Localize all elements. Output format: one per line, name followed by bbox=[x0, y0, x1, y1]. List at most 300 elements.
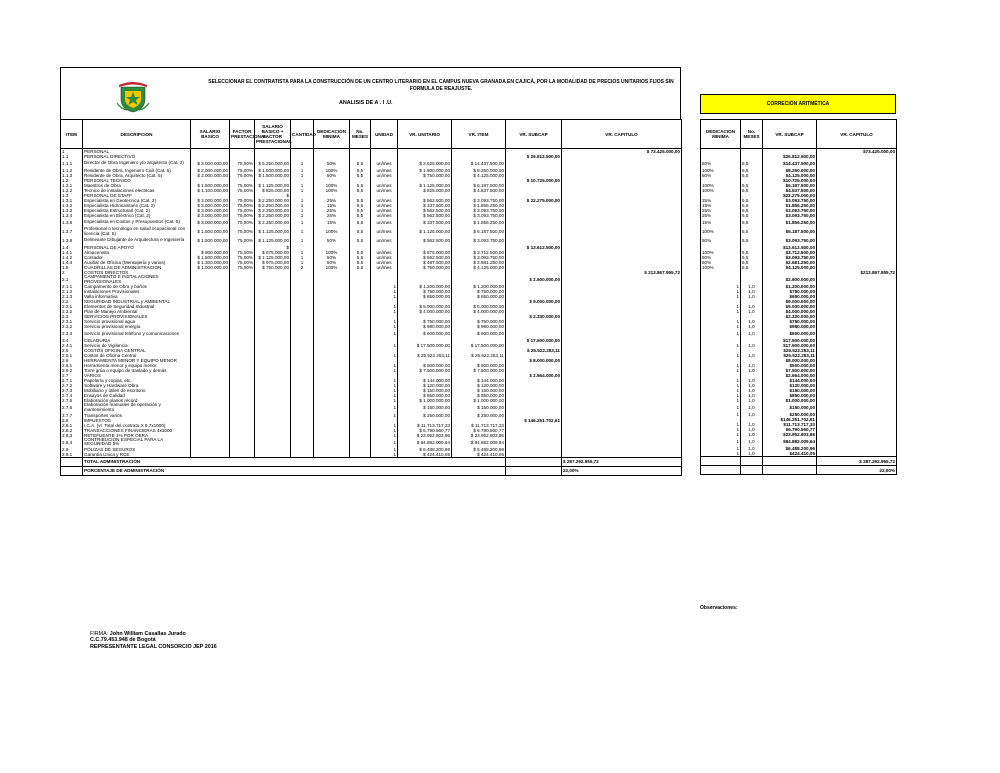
cell-item: 2.7.4 bbox=[61, 393, 83, 398]
cell-sfp: $ bbox=[255, 245, 291, 250]
correction-cell bbox=[817, 437, 897, 446]
cell-ded: 100% bbox=[314, 168, 350, 173]
correction-title: CORRECIÓN ARITMÉTICA bbox=[700, 94, 896, 114]
correction-cell: 1 bbox=[701, 451, 741, 457]
cell-fac: 75,00% bbox=[230, 236, 255, 245]
correction-cell: $600.000,00 bbox=[763, 329, 817, 338]
cell-item: 1.3.7 bbox=[61, 227, 83, 236]
cell-uni: 1 bbox=[371, 294, 398, 299]
cell-cant: 1 bbox=[291, 208, 314, 213]
cell-fac bbox=[230, 403, 255, 412]
cell-vu bbox=[398, 275, 452, 284]
cell-fac: 75,00% bbox=[230, 203, 255, 208]
correction-cell: $11.713.717,33 bbox=[763, 422, 817, 427]
cell-sub: $ 2.664.000,00 bbox=[506, 373, 562, 378]
cell-item: 2.3.3 bbox=[61, 329, 83, 338]
correction-total-row bbox=[701, 457, 897, 466]
correction-cell: $1.200.000,00 bbox=[763, 284, 817, 289]
cell-item: 2.1.1 bbox=[61, 284, 83, 289]
cell-uni: 1 bbox=[371, 413, 398, 418]
column-header: DESCRIPCION bbox=[83, 120, 191, 149]
cell-ded bbox=[314, 275, 350, 284]
correction-cell: 1 bbox=[701, 412, 741, 417]
cell-vu: $ 337.500,00 bbox=[398, 218, 452, 227]
cell-uni: 1 bbox=[371, 388, 398, 393]
cell-fac: 75,00% bbox=[230, 218, 255, 227]
correction-cell: 25% bbox=[701, 208, 741, 213]
cell-item: 2.6.2 bbox=[61, 368, 83, 373]
correction-cell: 1 bbox=[701, 363, 741, 368]
correction-body bbox=[701, 149, 897, 475]
cell-sal: $ 1.500.000,00 bbox=[191, 236, 230, 245]
total-value: $ 287.292.955,72 bbox=[562, 457, 682, 466]
cell-mes: 5,5 bbox=[350, 188, 371, 193]
cell-desc: Especialista en Eléctrico (Cat. 2) bbox=[83, 213, 191, 218]
total-label: TOTAL ADMINISTRACIÓN bbox=[83, 457, 506, 466]
correction-cell: $250.000,00 bbox=[763, 412, 817, 417]
cell-sal: $ 1.100.000,00 bbox=[191, 188, 230, 193]
correction-cell: 1 bbox=[701, 284, 741, 289]
correction-cell: $650.000,00 bbox=[763, 294, 817, 299]
cell-vi: $ 650.000,00 bbox=[452, 294, 506, 299]
correction-cell bbox=[763, 466, 817, 475]
cell-item bbox=[61, 466, 83, 475]
cell-sal: $ 2.000.000,00 bbox=[191, 168, 230, 173]
cell-uni: un/mes bbox=[371, 159, 398, 168]
cell-item: 2.4 bbox=[61, 338, 83, 343]
correction-cell: $750.000,00 bbox=[763, 289, 817, 294]
correction-cell: 25% bbox=[701, 198, 741, 203]
cell-sal: $ 3.000.000,00 bbox=[191, 213, 230, 218]
cell-sfp: $ 825.000,00 bbox=[255, 188, 291, 193]
cell-sub: $ 9.000.000,00 bbox=[506, 299, 562, 304]
cell-vi: $ 424.410,05 bbox=[452, 452, 506, 458]
column-header: VR. SUBCAP bbox=[506, 120, 562, 149]
cell-cant: 1 bbox=[291, 188, 314, 193]
correction-cell: 1 bbox=[701, 383, 741, 388]
cell-sub: $ 8.000.000,00 bbox=[506, 358, 562, 363]
correction-cell: 5,5 bbox=[741, 227, 763, 236]
correction-cell: 1 bbox=[701, 353, 741, 358]
correction-row bbox=[701, 275, 897, 284]
correction-cell: $6.187.500,00 bbox=[763, 183, 817, 188]
correction-cell: 1 bbox=[701, 403, 741, 412]
cell-vu: $ 487.500,00 bbox=[398, 260, 452, 265]
total-value: 22,00% bbox=[562, 466, 682, 475]
cell-uni: 1 bbox=[371, 378, 398, 383]
cell-mes: 5,5 bbox=[350, 213, 371, 218]
signature-block bbox=[90, 631, 217, 650]
cell-ded: 100% bbox=[314, 227, 350, 236]
cell-vu: $ 850.000,00 bbox=[398, 393, 452, 398]
correction-column-header: VR. SUBCAP bbox=[763, 120, 817, 149]
cell-uni: un/mes bbox=[371, 213, 398, 218]
cell-cant: 1 bbox=[291, 250, 314, 255]
correction-cell: 5,5 bbox=[741, 250, 763, 255]
correction-cell: $150.000,00 bbox=[763, 403, 817, 412]
cell-sub: $ 25.522.253,11 bbox=[506, 348, 562, 353]
correction-cell: 5,5 bbox=[741, 218, 763, 227]
cell-item: 1.1.1 bbox=[61, 159, 83, 168]
cell-fac: 75,00% bbox=[230, 188, 255, 193]
cell-item: 2.7.3 bbox=[61, 388, 83, 393]
cell-item: 1.3.6 bbox=[61, 218, 83, 227]
cell-item: 1.4 bbox=[61, 245, 83, 250]
cell-desc: Almacenista bbox=[83, 250, 191, 255]
column-header: ITEM bbox=[61, 120, 83, 149]
cell-vu: $ 600.000,00 bbox=[398, 329, 452, 338]
cell-vi: $ 84.882.009,64 bbox=[452, 438, 506, 447]
correction-cell: 100% bbox=[701, 168, 741, 173]
cell-ded: 100% bbox=[314, 250, 350, 255]
cell-sal: $ 1.300.000,00 bbox=[191, 260, 230, 265]
cell-sub bbox=[506, 457, 562, 466]
cell-cap bbox=[562, 329, 682, 338]
correction-cell bbox=[817, 329, 897, 338]
cell-item: 2.8.2 bbox=[61, 428, 83, 433]
cell-vu: $ 144.000,00 bbox=[398, 378, 452, 383]
correction-cell: $23.952.803,86 bbox=[763, 432, 817, 437]
correction-cell: $4.000.000,00 bbox=[763, 309, 817, 314]
cell-vu: $ 562.500,00 bbox=[398, 208, 452, 213]
cell-vi: $ 3.093.750,00 bbox=[452, 208, 506, 213]
cell-item: 1.1.3 bbox=[61, 173, 83, 178]
cell-vu: $ 562.500,00 bbox=[398, 236, 452, 245]
cell-fac: 75,00% bbox=[230, 183, 255, 188]
aiu-table bbox=[60, 119, 682, 476]
cell-ded: 15% bbox=[314, 218, 350, 227]
cell-desc: Auxiliar de Oficina (Mensajería y varios) bbox=[83, 260, 191, 265]
cell-item: 2.8 bbox=[61, 418, 83, 423]
correction-cell: 1 bbox=[701, 289, 741, 294]
cell-vu: $ 11.713.717,33 bbox=[398, 423, 452, 428]
cell-item: 2.8.1 bbox=[61, 423, 83, 428]
column-header: VR. CAPITULO bbox=[562, 120, 682, 149]
cell-vi: $ 3.093.750,00 bbox=[452, 236, 506, 245]
cell-ded: 50% bbox=[314, 173, 350, 178]
cell-item: 1.4.1 bbox=[61, 250, 83, 255]
correction-cell: $3.093.750,00 bbox=[763, 208, 817, 213]
cell-desc: Elaboración planos récord bbox=[83, 398, 191, 403]
correction-cell: $3.093.750,00 bbox=[763, 198, 817, 203]
cell-cant: 1 bbox=[291, 218, 314, 227]
cell-cap: $ 213.867.955,72 bbox=[562, 270, 682, 275]
cell-vi: $ 150.000,00 bbox=[452, 388, 506, 393]
cell-desc: Garantía Única y RCE bbox=[83, 452, 191, 458]
cell-fac: 75,00% bbox=[230, 159, 255, 168]
cell-desc: CUADRILLAS DE ADMINISTRACION bbox=[83, 265, 191, 270]
cell-desc: Delineante Dibujante de Arquitectura e Ingeniería bbox=[83, 236, 191, 245]
cell-vi: $ 1.856.250,00 bbox=[452, 203, 506, 208]
cell-sfp: $ 2.250.000,00 bbox=[255, 198, 291, 203]
cell-sfp: $ 1.125.000,00 bbox=[255, 236, 291, 245]
cell-vi: $ 250.000,00 bbox=[452, 413, 506, 418]
cell-vi: $ 1.856.250,00 bbox=[452, 218, 506, 227]
document-title: SELECCIONAR EL CONTRATISTA PARA LA CONSTRUCCIÓN DE UN CENTRO LITERARIO EN EL CAMPUS NUEVA GRANADA EN CAJICÁ, POR LA MODALIDAD DE PRECIOS UNITARIOS FIJOS SIN FORMULA DE REAJUSTE. bbox=[208, 79, 674, 92]
correction-cell: 25% bbox=[701, 213, 741, 218]
cell-cap bbox=[562, 227, 682, 236]
cell-desc: Director de Obra Ingeniero y/o arquitecto (Cat. 2) bbox=[83, 159, 191, 168]
cell-desc: CELADURÍA bbox=[83, 338, 191, 343]
cell-fac: 75,00% bbox=[230, 173, 255, 178]
cell-vi: $ 850.000,00 bbox=[452, 393, 506, 398]
cell-vi bbox=[452, 275, 506, 284]
correction-cell: $1.000.000,00 bbox=[763, 398, 817, 403]
correction-cell: 5,5 bbox=[741, 188, 763, 193]
correction-percentage-row bbox=[701, 466, 897, 475]
table-row bbox=[61, 403, 682, 412]
cell-sfp bbox=[255, 403, 291, 412]
cell-uni: 1 bbox=[371, 309, 398, 314]
cell-item: 1.3.1 bbox=[61, 198, 83, 203]
correction-cell: 1,0 bbox=[741, 284, 763, 289]
correction-cell: 1,0 bbox=[741, 378, 763, 383]
cell-fac: 75,00% bbox=[230, 250, 255, 255]
cell-vu: $ 2.625.000,00 bbox=[398, 159, 452, 168]
cell-vu: $ 23.952.803,86 bbox=[398, 433, 452, 438]
correction-cell: 1 bbox=[701, 446, 741, 451]
correction-cell: 1 bbox=[701, 422, 741, 427]
correction-table bbox=[700, 119, 897, 475]
cell-item: 2.2.1 bbox=[61, 304, 83, 309]
correction-cell bbox=[817, 403, 897, 412]
correction-cell: 5,5 bbox=[741, 265, 763, 270]
cell-desc: Especialista en Costos y Presupuestos (Cat. 5) bbox=[83, 218, 191, 227]
cell-fac: 75,00% bbox=[230, 208, 255, 213]
cell-uni: un/mes bbox=[371, 173, 398, 178]
cell-ded bbox=[314, 403, 350, 412]
cell-item: 2.7.2 bbox=[61, 383, 83, 388]
cell-item: 2.9 bbox=[61, 447, 83, 452]
correction-row bbox=[701, 437, 897, 446]
cell-uni: 1 bbox=[371, 433, 398, 438]
cell-uni: un/mes bbox=[371, 208, 398, 213]
correction-cell: 1,0 bbox=[741, 398, 763, 403]
cell-desc: Profesional o tecnólogo en salud ocupacional con licencia (Cat. 5) bbox=[83, 227, 191, 236]
correction-cell: 5,5 bbox=[741, 173, 763, 178]
cell-desc: Ensayos de Calidad bbox=[83, 393, 191, 398]
cell-item: 2.6 bbox=[61, 358, 83, 363]
correction-cell: 5,5 bbox=[741, 255, 763, 260]
cell-desc: PERSONAL bbox=[83, 149, 191, 155]
cell-fac: 75,00% bbox=[230, 213, 255, 218]
cell-vi: $ 11.713.717,33 bbox=[452, 423, 506, 428]
cell-vu: $ 337.500,00 bbox=[398, 203, 452, 208]
column-header: SALARIO BASICO + FACTOR PRESTACIONAL bbox=[255, 120, 291, 149]
cell-mes: 5,5 bbox=[350, 203, 371, 208]
correction-cell: 1 bbox=[701, 343, 741, 348]
cell-desc: Instalaciones Provisionales bbox=[83, 289, 191, 294]
cell-item: 2.9.1 bbox=[61, 452, 83, 458]
cell-cant bbox=[291, 438, 314, 447]
cell-vi: $ 1.200.000,00 bbox=[452, 284, 506, 289]
cell-vi: $ 6.187.500,00 bbox=[452, 183, 506, 188]
cell-ded: 25% bbox=[314, 198, 350, 203]
cell-desc: TRANSACCIONES FINANCIERAS 4x1000 bbox=[83, 428, 191, 433]
correction-cell: 100% bbox=[701, 227, 741, 236]
cell-uni: 1 bbox=[371, 284, 398, 289]
cell-sal: $ 3.000.000,00 bbox=[191, 198, 230, 203]
column-header: SALARIO BASICO bbox=[191, 120, 230, 149]
cell-desc: Servicio provisional agua bbox=[83, 319, 191, 324]
cell-sub bbox=[506, 218, 562, 227]
cell-desc: Residente de Obra, Ingeniero Civil (Cat. 5) bbox=[83, 168, 191, 173]
cell-sub: $ 17.500.000,00 bbox=[506, 338, 562, 343]
cell-cant bbox=[291, 329, 314, 338]
cell-item: 2.7.1 bbox=[61, 378, 83, 383]
cell-ded bbox=[314, 329, 350, 338]
cell-mes: 5,5 bbox=[350, 260, 371, 265]
cell-sfp: $ 1.500.000,00 bbox=[255, 173, 291, 178]
cell-sub bbox=[506, 403, 562, 412]
cell-vi: $ 750.000,00 bbox=[452, 289, 506, 294]
cell-desc: CONTRIBUCION ESPECIAL PARA LA SEGURIDAD 5% bbox=[83, 438, 191, 447]
cell-vi: $ 4.125.000,00 bbox=[452, 173, 506, 178]
cell-cant: 1 bbox=[291, 203, 314, 208]
cell-desc: Servicio provisional energía bbox=[83, 324, 191, 329]
correction-cell: $6.187.500,00 bbox=[763, 227, 817, 236]
table-row bbox=[61, 236, 682, 245]
cell-vi: $ 144.000,00 bbox=[452, 378, 506, 383]
cell-sfp: $ 1.125.000,00 bbox=[255, 255, 291, 260]
correction-cell: 5,5 bbox=[741, 208, 763, 213]
cell-item: 1.2.2 bbox=[61, 188, 83, 193]
cell-mes: 5,5 bbox=[350, 183, 371, 188]
correction-cell: 100% bbox=[701, 183, 741, 188]
cell-desc: Especialista en Geotecnica (Cat. 2) bbox=[83, 198, 191, 203]
cell-uni: un/mes bbox=[371, 198, 398, 203]
cell-vu: $ 250.000,00 bbox=[398, 413, 452, 418]
cell-desc: PERSONAL TECNICO bbox=[83, 178, 191, 183]
correction-cell: $144.000,00 bbox=[763, 378, 817, 383]
cell-item: 2.6.1 bbox=[61, 363, 83, 368]
cell-uni: un/mes bbox=[371, 255, 398, 260]
cell-vi: $ 6.790.560,77 bbox=[452, 428, 506, 433]
cell-item: 1.1 bbox=[61, 154, 83, 159]
cell-desc: I.C.A. (vr. Total del contrato X 9,7x1000) bbox=[83, 423, 191, 428]
cell-vu: $ 675.000,00 bbox=[398, 250, 452, 255]
cell-item: 1.3.2 bbox=[61, 203, 83, 208]
correction-cell: $84.882.009,64 bbox=[763, 437, 817, 446]
correction-cell: 50% bbox=[701, 260, 741, 265]
cell-sub bbox=[506, 159, 562, 168]
cell-sub: $ 13.612.500,00 bbox=[506, 245, 562, 250]
cell-item: 2.7 bbox=[61, 373, 83, 378]
correction-cell: 1,0 bbox=[741, 329, 763, 338]
cell-sal bbox=[191, 329, 230, 338]
cell-desc: CAMPAMENTO E INSTALACIONES PROVISIONALES bbox=[83, 275, 191, 284]
cell-vu: $ 500.000,00 bbox=[398, 363, 452, 368]
university-seal-icon bbox=[115, 79, 151, 113]
cell-desc: Elaboración manuales de operación y mantenimiento bbox=[83, 403, 191, 412]
cell-vi: $ 1.000.000,00 bbox=[452, 398, 506, 403]
cell-desc: COSTOS DIRECTOS bbox=[83, 270, 191, 275]
cell-desc: Mobiliario y útiles de escritorio bbox=[83, 388, 191, 393]
correction-cell: 5,5 bbox=[741, 260, 763, 265]
cell-vi: $ 2.681.250,00 bbox=[452, 260, 506, 265]
cell-vu: $ 5.000.000,00 bbox=[398, 304, 452, 309]
cell-ded: 100% bbox=[314, 188, 350, 193]
cell-uni: 1 bbox=[371, 447, 398, 452]
cell-ded: 50% bbox=[314, 260, 350, 265]
cell-desc: Especialista Estructurarl (Cat. 2) bbox=[83, 208, 191, 213]
correction-cell: 1 bbox=[701, 393, 741, 398]
correction-cell: $146.251.702,61 bbox=[763, 417, 817, 422]
column-header: UNIDAD bbox=[371, 120, 398, 149]
cell-uni: 1 bbox=[371, 319, 398, 324]
cell-sfp: $ 1.125.000,00 bbox=[255, 183, 291, 188]
cell-desc: Campamento de Obra y baños bbox=[83, 284, 191, 289]
correction-cell: 5,5 bbox=[741, 159, 763, 168]
cell-sal bbox=[191, 403, 230, 412]
correction-cell: 1,0 bbox=[741, 368, 763, 373]
cell-uni: 1 bbox=[371, 304, 398, 309]
cell-cant: 1 bbox=[291, 260, 314, 265]
correction-cell: 1,0 bbox=[741, 432, 763, 437]
correction-cell: 5,5 bbox=[741, 168, 763, 173]
correction-row bbox=[701, 236, 897, 245]
correction-cell: $6.488.200,96 bbox=[763, 446, 817, 451]
cell-mes: 5,5 bbox=[350, 265, 371, 270]
correction-cell: $1.856.250,00 bbox=[763, 218, 817, 227]
cell-fac: 75,00% bbox=[230, 265, 255, 270]
correction-cell: 1 bbox=[701, 304, 741, 309]
cell-vi: $ 120.000,00 bbox=[452, 383, 506, 388]
cell-mes: 5,5 bbox=[350, 227, 371, 236]
cell-desc: PERSONAL DIRECTIVO bbox=[83, 154, 191, 159]
correction-cell: $8.000.000,00 bbox=[763, 358, 817, 363]
correction-total-value: $ 287.292.955,72 bbox=[817, 457, 897, 466]
cell-desc: Papelería y copias, etc. bbox=[83, 378, 191, 383]
cell-vi: $ 150.000,00 bbox=[452, 403, 506, 412]
cell-cant: 1 bbox=[291, 255, 314, 260]
cell-uni: 1 bbox=[371, 423, 398, 428]
cell-desc: SERVICIOS PROVISIONALES bbox=[83, 314, 191, 319]
column-header: DEDICACION MINIMA bbox=[314, 120, 350, 149]
cell-vu: $ 6.790.560,77 bbox=[398, 428, 452, 433]
cell-vu: $ 7.500.000,00 bbox=[398, 368, 452, 373]
cell-mes bbox=[350, 329, 371, 338]
cell-sfp bbox=[255, 438, 291, 447]
cell-cap bbox=[562, 275, 682, 284]
correction-cell: $17.500.000,00 bbox=[763, 343, 817, 348]
cell-desc: SEGURIDAD INDUSTRIAL y AMBIENTAL bbox=[83, 299, 191, 304]
cell-vu: $ 750.000,00 bbox=[398, 289, 452, 294]
cell-vi: $ 4.125.000,00 bbox=[452, 265, 506, 270]
cell-item: 2.7.6 bbox=[61, 403, 83, 412]
cell-sfp: $ 1.500.000,00 bbox=[255, 168, 291, 173]
cell-desc: Costos de Oficina Central bbox=[83, 353, 191, 358]
cell-sfp bbox=[255, 275, 291, 284]
correction-cell bbox=[817, 218, 897, 227]
cell-uni: 1 bbox=[371, 452, 398, 458]
cell-cant bbox=[291, 403, 314, 412]
cell-sal: $ 1.000.000,00 bbox=[191, 265, 230, 270]
cell-ded: 15% bbox=[314, 203, 350, 208]
cell-item bbox=[61, 457, 83, 466]
correction-cell: 50% bbox=[701, 255, 741, 260]
cell-uni: 1 bbox=[371, 403, 398, 412]
correction-cell: 1,0 bbox=[741, 304, 763, 309]
table-row bbox=[61, 227, 682, 236]
cell-mes: 5,5 bbox=[350, 208, 371, 213]
correction-cell: $3.093.750,00 bbox=[763, 213, 817, 218]
cell-cant: 1 bbox=[291, 168, 314, 173]
cell-item: 2.1.2 bbox=[61, 289, 83, 294]
cell-mes: 5,5 bbox=[350, 255, 371, 260]
cell-item: 1.2.1 bbox=[61, 183, 83, 188]
correction-cell: $14.437.500,00 bbox=[763, 159, 817, 168]
